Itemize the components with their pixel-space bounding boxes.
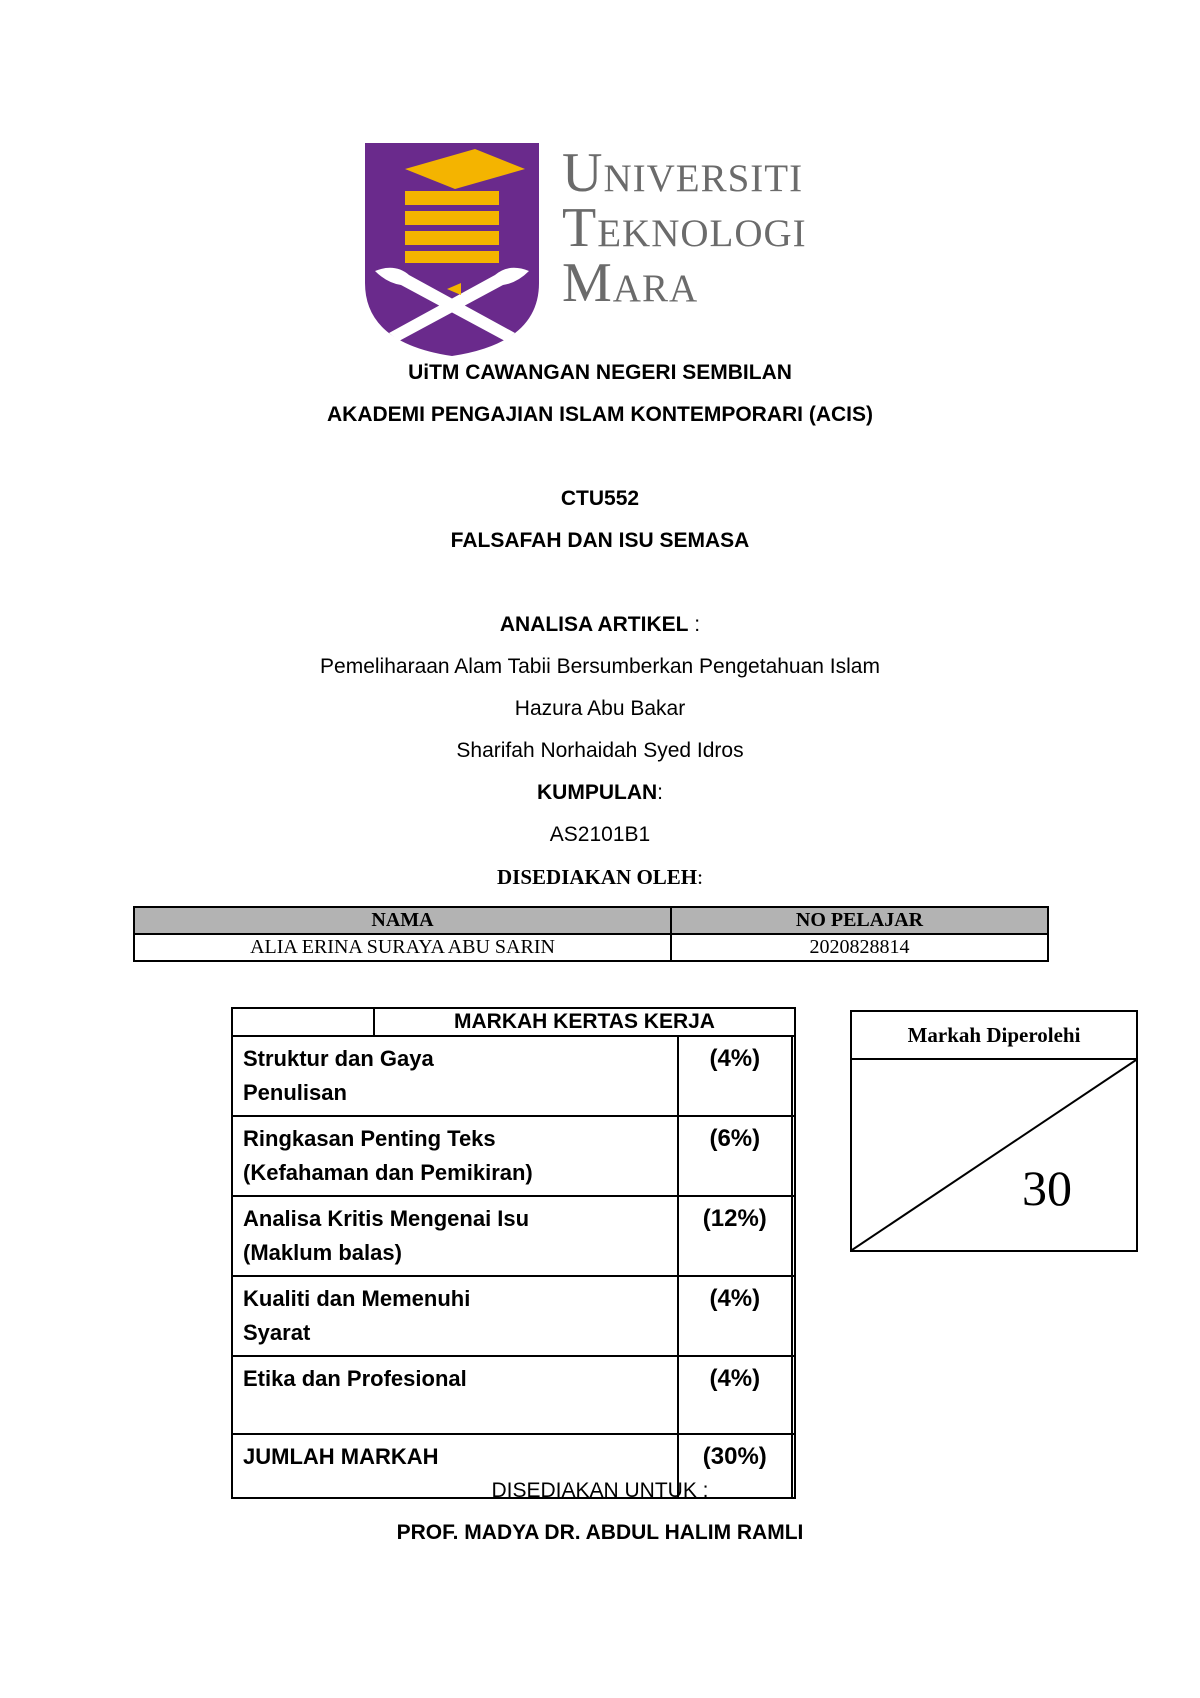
- student-table-header: [134, 907, 1048, 934]
- header-nama: NAMA: [134, 907, 671, 934]
- prepared-by-line: [0, 863, 1200, 891]
- logo-line1: Universiti: [562, 142, 804, 204]
- group-value: AS2101B1: [549, 823, 651, 846]
- criterion-percent: (6%): [678, 1116, 792, 1196]
- criterion: [232, 1116, 678, 1196]
- article-label: ANALISA ARTIKEL: [499, 613, 689, 636]
- score-cell[interactable]: [792, 1116, 795, 1196]
- lecturer-name: PROF. MADYA DR. ABDUL HALIM RAMLI: [396, 1521, 804, 1544]
- table-row: [232, 1196, 795, 1276]
- score-box-title: Markah Diperolehi: [852, 1012, 1136, 1060]
- score-cell[interactable]: [792, 1356, 795, 1434]
- table-row: [232, 1116, 795, 1196]
- group-label-line: [0, 779, 1200, 807]
- total-label: JUMLAH MARKAH: [232, 1434, 678, 1498]
- table-row: [232, 1036, 795, 1116]
- table-row: [232, 1356, 795, 1434]
- criterion-line1: Analisa Kritis Mengenai Isu: [243, 1206, 530, 1231]
- criterion-percent: (4%): [678, 1356, 792, 1434]
- criterion-percent: (4%): [678, 1036, 792, 1116]
- criterion: [232, 1356, 678, 1434]
- criterion-percent: (12%): [678, 1196, 792, 1276]
- score-cell[interactable]: [792, 1196, 795, 1276]
- criterion: [232, 1196, 678, 1276]
- criterion-line1: Ringkasan Penting Teks: [243, 1126, 496, 1151]
- total-percent: (30%): [678, 1434, 792, 1498]
- score-cell[interactable]: [792, 1036, 795, 1116]
- campus-name: UiTM CAWANGAN NEGERI SEMBILAN: [408, 361, 792, 384]
- criterion-line1: Etika dan Profesional: [243, 1366, 467, 1391]
- student-table: [133, 906, 1049, 962]
- marks-header-blank: [232, 1008, 374, 1036]
- course-code: CTU552: [560, 487, 640, 510]
- marks-table-header: [232, 1008, 795, 1036]
- student-id: 2020828814: [671, 934, 1048, 961]
- criterion: [232, 1036, 678, 1116]
- logo-line2: Teknologi: [562, 197, 807, 259]
- table-row: [232, 1276, 795, 1356]
- logo-wordmark: [562, 142, 807, 314]
- criterion: [232, 1276, 678, 1356]
- student-name: ALIA ERINA SURAYA ABU SARIN: [134, 934, 671, 961]
- criterion-line1: Kualiti dan Memenuhi: [243, 1286, 471, 1311]
- header-no-pelajar: NO PELAJAR: [671, 907, 1048, 934]
- academy-name: AKADEMI PENGAJIAN ISLAM KONTEMPORARI (ACIS): [326, 403, 873, 426]
- marks-table: [231, 1007, 796, 1499]
- criterion-line2: (Maklum balas): [243, 1240, 402, 1265]
- criterion-line1: Struktur dan Gaya: [243, 1046, 434, 1071]
- group-label-colon: :: [657, 781, 663, 804]
- score-box: [850, 1010, 1138, 1252]
- prepared-by-colon: :: [697, 865, 703, 889]
- article-label-colon: :: [688, 613, 701, 636]
- criterion-line2: Syarat: [243, 1320, 311, 1345]
- course-name: FALSAFAH DAN ISU SEMASA: [450, 529, 750, 552]
- criterion-line2: Penulisan: [243, 1080, 347, 1105]
- article-title: Pemeliharaan Alam Tabii Bersumberkan Pengetahuan Islam: [320, 655, 880, 678]
- score-cell[interactable]: [792, 1276, 795, 1356]
- prepared-for-label: DISEDIAKAN UNTUK :: [491, 1479, 709, 1502]
- marks-table-title: MARKAH KERTAS KERJA: [374, 1008, 795, 1036]
- prepared-by-label: DISEDIAKAN OLEH: [497, 865, 698, 889]
- score-total: 30: [1022, 1160, 1072, 1216]
- criterion-line2: (Kefahaman dan Pemikiran): [243, 1160, 533, 1185]
- criterion-percent: (4%): [678, 1276, 792, 1356]
- group-label: KUMPULAN: [537, 781, 658, 804]
- article-label-line: [0, 611, 1200, 639]
- article-author-1: Hazura Abu Bakar: [514, 697, 686, 720]
- table-row: [134, 934, 1048, 961]
- score-divider-line: [852, 1060, 1136, 1250]
- logo-line3: Mara: [562, 252, 699, 314]
- article-author-2: Sharifah Norhaidah Syed Idros: [456, 739, 744, 762]
